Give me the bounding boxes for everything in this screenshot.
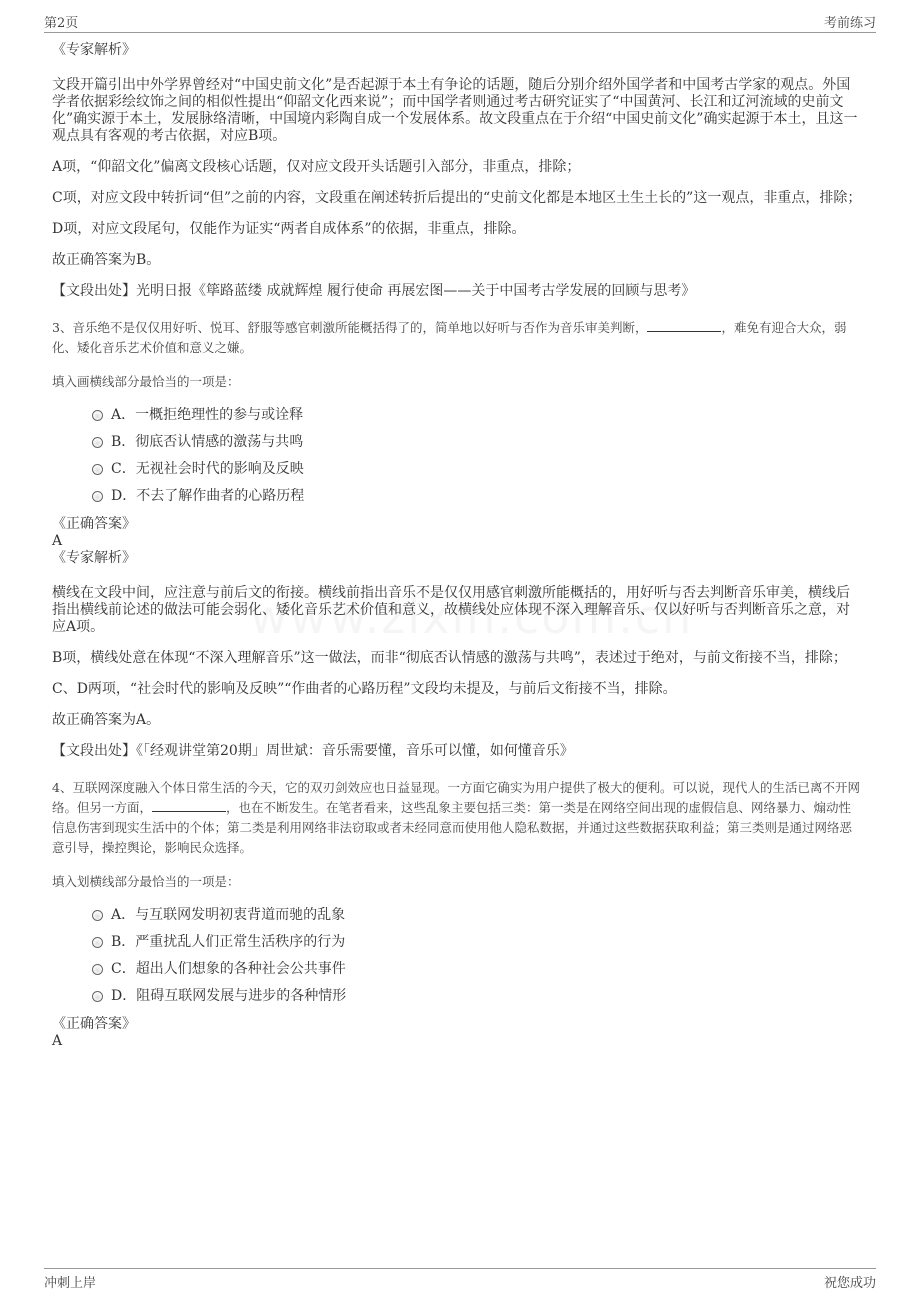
q4-options (92, 902, 862, 1010)
q2-option-a-explanation: A项，“仰韶文化”偏离文段核心话题，仅对应文段开头话题引入部分，非重点，排除； (52, 159, 581, 175)
q3-blank (647, 319, 721, 332)
option-label: B．彻底否认情感的激荡与共鸣 (111, 434, 304, 450)
document-body (52, 42, 862, 1050)
q3-correct-label: 《正确答案》 (52, 516, 136, 532)
q3-options (92, 402, 862, 510)
q3-option-d[interactable] (92, 483, 862, 510)
q4-stem (52, 778, 862, 858)
q4-stem-before-blank: 4、互联网深度融入个体日常生活的今天，它的双刃剑效应也日益显现。一方面它确实为用户提供了极大的便利。可以说，现代人的生活已离不开网络。但另一方面， (52, 780, 860, 815)
radio-icon[interactable] (92, 991, 103, 1002)
q3-stem-before-blank: 3、音乐绝不是仅仅用好听、悦耳、舒服等感官刺激所能概括得了的，简单地以好听与否作为音乐审美判断， (52, 320, 648, 335)
q4-option-c[interactable] (92, 956, 862, 983)
option-label: C．无视社会时代的影响及反映 (111, 461, 304, 477)
header-divider (44, 32, 876, 33)
q2-option-c-explanation: C项，对应文段中转折词“但”之前的内容，文段重在阐述转折后提出的“史前文化都是本地区土生土长的”这一观点，非重点，排除； (52, 190, 862, 206)
option-label: D．不去了解作曲者的心路历程 (111, 488, 305, 504)
page-header (44, 12, 876, 32)
q3-option-c[interactable] (92, 456, 862, 483)
q3-instruction: 填入画横线部分最恰当的一项是： (52, 374, 240, 389)
q2-source: 【文段出处】光明日报《筚路蓝缕 成就辉煌 履行使命 再展宏图——关于中国考古学发展的回顾与思考》 (52, 283, 696, 299)
q3-analysis-paragraph: 横线在文段中间，应注意与前后文的衔接。横线前指出音乐不是仅仅用感官刺激所能概括的，用好听与否去判断音乐审美，横线后指出横线前论述的做法可能会弱化、矮化音乐艺术价值和意义，故横线处应体现不深入理解音乐、仅以好听与否判断音乐之意，对应A项。 (52, 585, 850, 635)
q2-option-d-explanation: D项，对应文段尾句，仅能作为证实“两者自成体系”的依据，非重点，排除。 (52, 221, 526, 237)
q3-analysis-label: 《专家解析》 (52, 550, 136, 566)
q3-answer-text: 故正确答案为A。 (52, 712, 161, 728)
q3-option-a[interactable] (92, 402, 862, 429)
q2-analysis-paragraph: 文段开篇引出中外学界曾经对“中国史前文化”是否起源于本土有争论的话题，随后分别介绍外国学者和中国考古学家的观点。外国学者依据彩绘纹饰之间的相似性提出“仰韶文化西来说”；而中国学者则通过考古研究证实了“中国黄河、长江和辽河流域的史前文化”确实源于本土，发展脉络清晰，中国境内彩陶自成一个发展体系。故文段重点在于介绍“中国史前文化”确实起源于本土，且这一观点具有客观的考古依据，对应B项。 (52, 77, 858, 144)
footer-right-text: 祝您成功 (823, 1276, 876, 1291)
page-number: 第2页 (44, 16, 79, 31)
radio-icon[interactable] (92, 910, 103, 921)
option-label: A．与互联网发明初衷背道而驰的乱象 (111, 907, 346, 923)
radio-icon[interactable] (92, 491, 103, 502)
q4-option-b[interactable] (92, 929, 862, 956)
radio-icon[interactable] (92, 964, 103, 975)
footer-divider (44, 1268, 876, 1269)
option-label: D．阻碍互联网发展与进步的各种情形 (111, 988, 347, 1004)
option-label: B．严重扰乱人们正常生活秩序的行为 (111, 934, 346, 950)
q4-correct-answer: A (52, 1033, 63, 1049)
radio-icon[interactable] (92, 464, 103, 475)
radio-icon[interactable] (92, 937, 103, 948)
q4-correct-label: 《正确答案》 (52, 1016, 136, 1032)
q4-instruction: 填入划横线部分最恰当的一项是： (52, 874, 240, 889)
q4-option-d[interactable] (92, 983, 862, 1010)
q3-option-b[interactable] (92, 429, 862, 456)
q3-stem (52, 318, 862, 358)
header-title: 考前练习 (823, 16, 876, 31)
q3-option-cd-explanation: C、D两项，“社会时代的影响及反映”“作曲者的心路历程”文段均未提及，与前后文衔接不当，排除。 (52, 681, 677, 697)
q3-stem-after-blank: ，难免有迎合大众，弱化、矮化音乐艺术价值和意义之嫌。 (52, 320, 847, 355)
q2-analysis-label: 《专家解析》 (52, 42, 136, 58)
option-label: C．超出人们想象的各种社会公共事件 (111, 961, 346, 977)
q3-source: 【文段出处】《「经观讲堂第20期」周世斌：音乐需要懂，音乐可以懂，如何懂音乐》 (52, 743, 574, 759)
radio-icon[interactable] (92, 410, 103, 421)
q4-blank (152, 799, 226, 812)
radio-icon[interactable] (92, 437, 103, 448)
q4-stem-after-blank: ，也在不断发生。在笔者看来，这些乱象主要包括三类：第一类是在网络空间出现的虚假信息、网络暴力、煽动性信息伤害到现实生活中的个体；第二类是利用网络非法窃取或者未经同意而使用他人隐私数据，并通过这些数据获取利益；第三类则是通过网络恶意引导，操控舆论，影响民众选择。 (52, 800, 853, 855)
q2-answer-text: 故正确答案为B。 (52, 252, 161, 268)
q3-correct-answer: A (52, 533, 63, 549)
option-label: A．一概拒绝理性的参与或诠释 (111, 407, 304, 423)
page-footer (44, 1272, 876, 1292)
q4-option-a[interactable] (92, 902, 862, 929)
footer-left-text: 冲刺上岸 (44, 1276, 97, 1291)
q3-option-b-explanation: B项，横线处意在体现“不深入理解音乐”这一做法，而非“彻底否认情感的激荡与共鸣”，表述过于绝对，与前文衔接不当，排除； (52, 650, 847, 666)
